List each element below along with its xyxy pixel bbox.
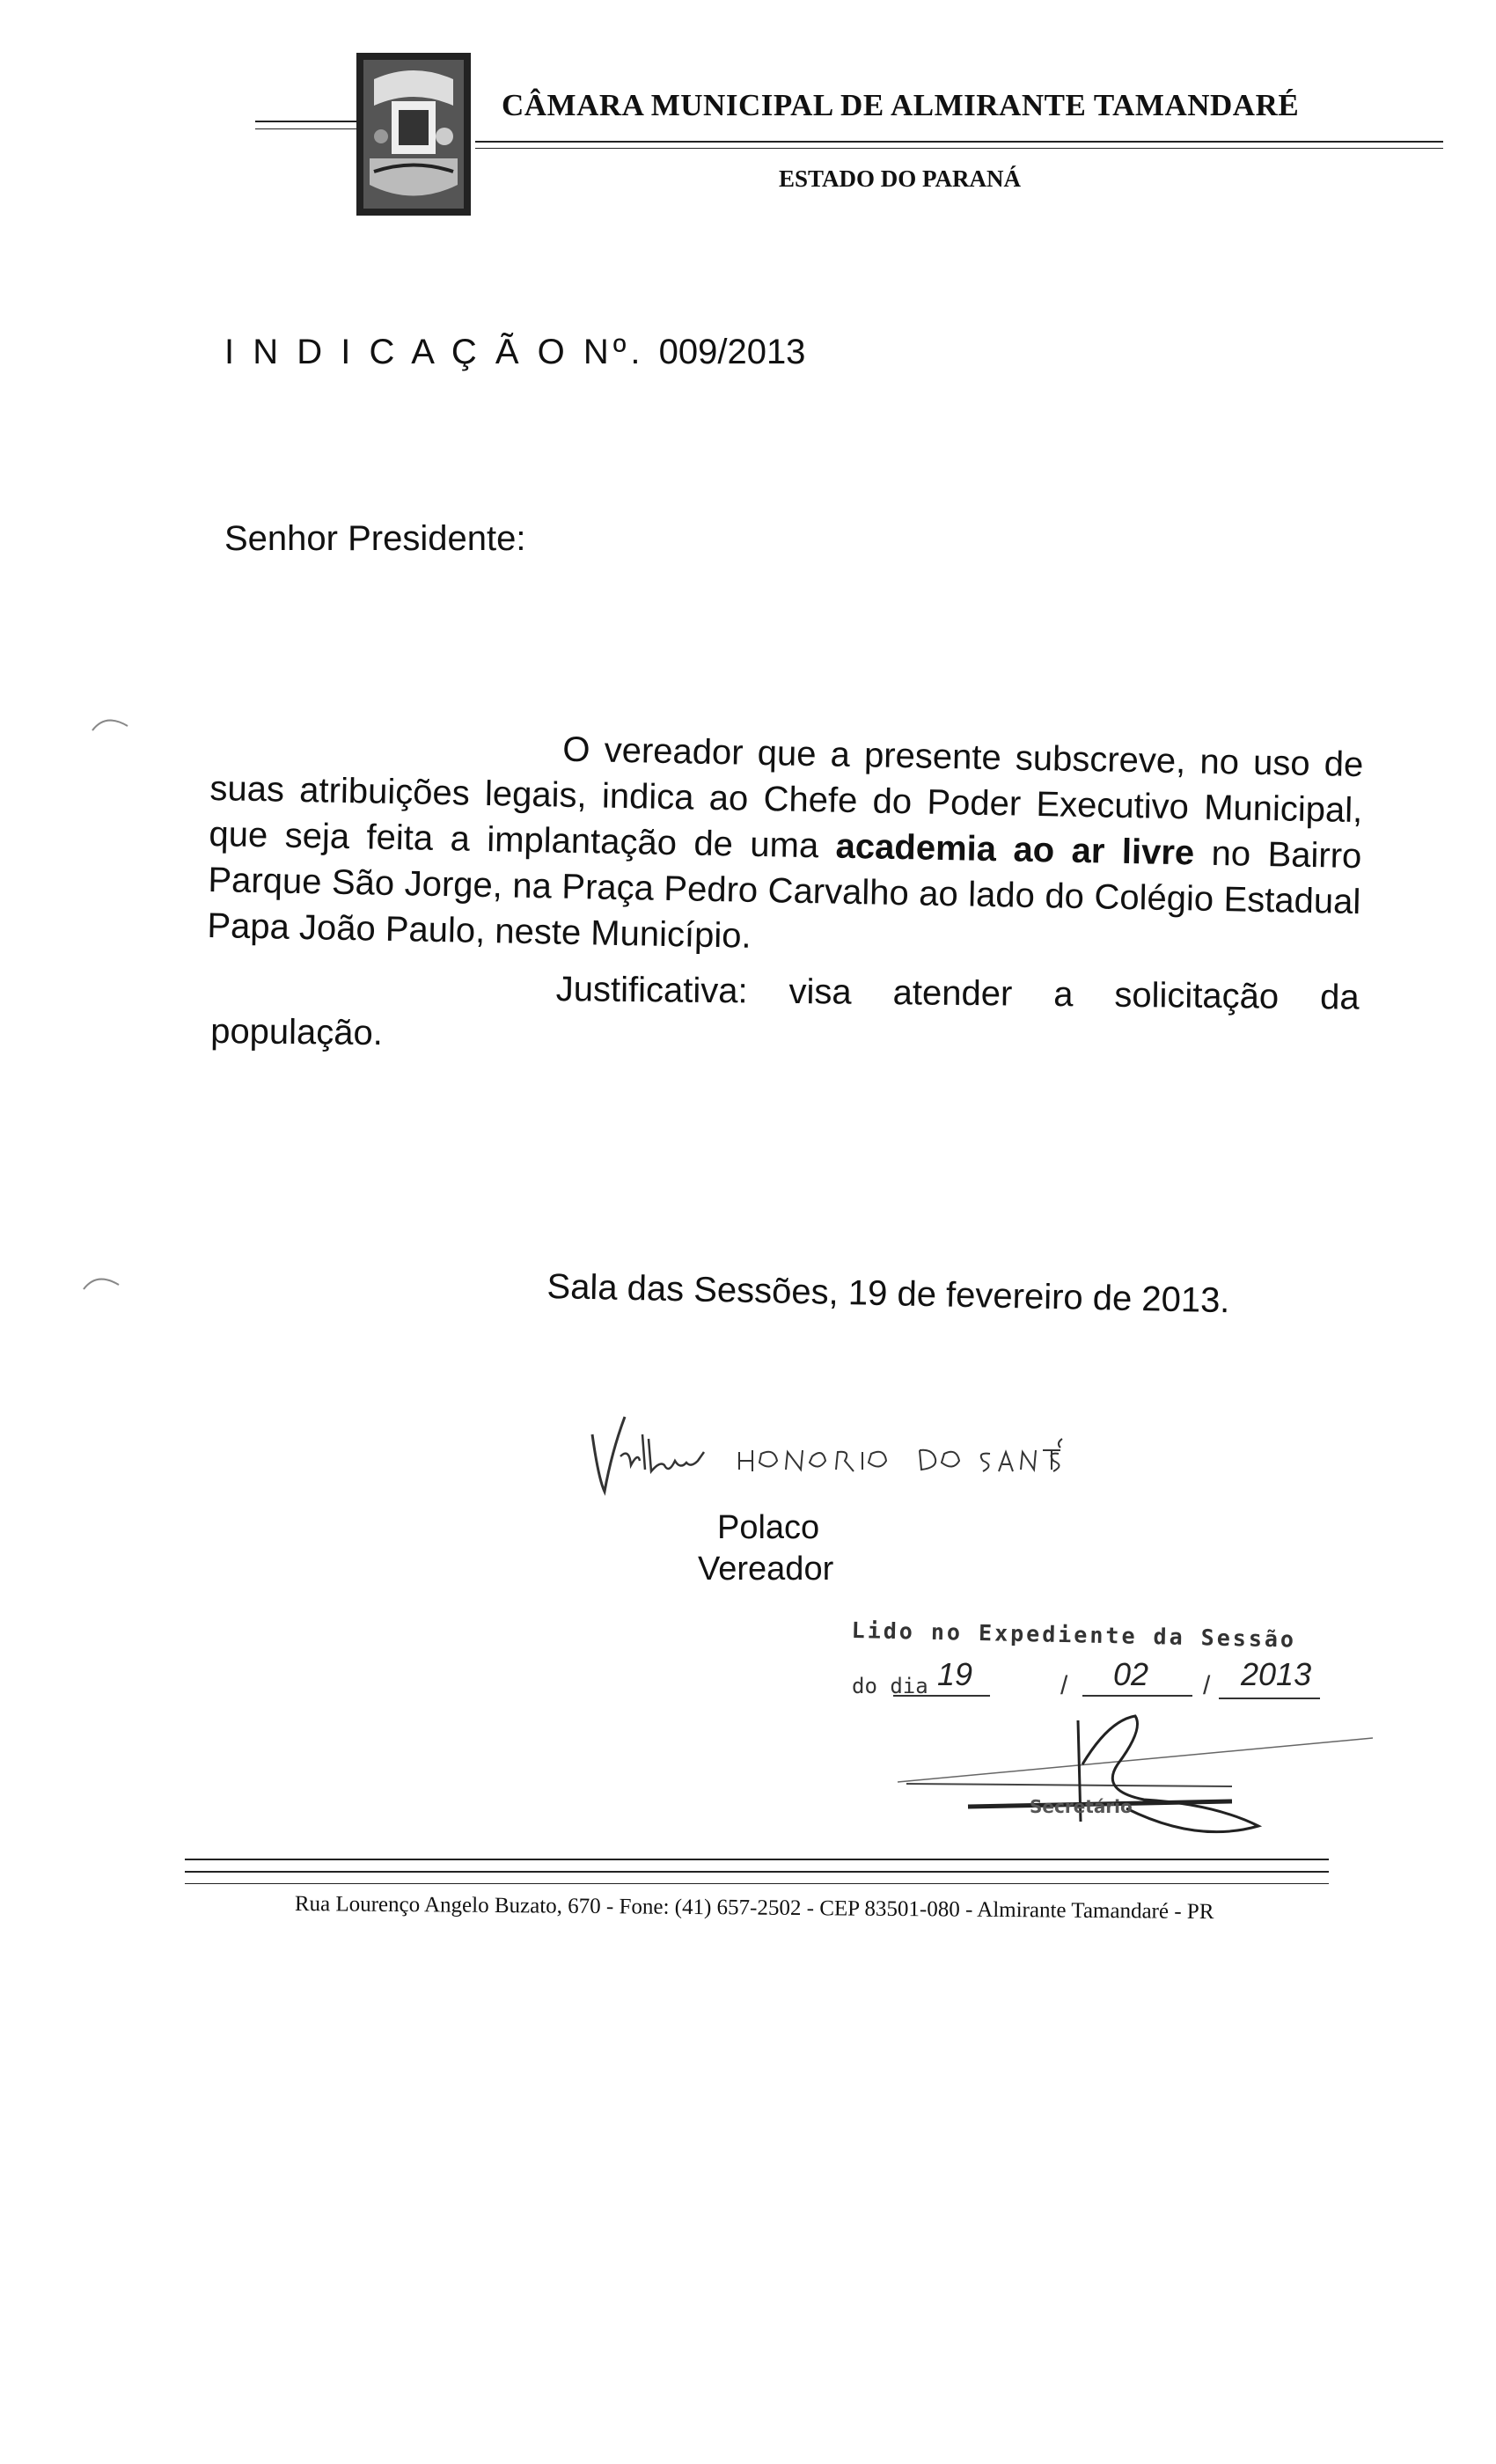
justification-word: atender xyxy=(892,973,1013,1014)
margin-mark-icon xyxy=(79,1267,123,1294)
justification-word: visa xyxy=(788,972,852,1012)
header-rule-right-thin xyxy=(475,148,1443,149)
body-text-part1: O vereador que a presente subscreve, no uso de suas atribuições legais, indica ao Chefe do Poder Executivo Municipal, que seja feita a implantação de uma xyxy=(209,730,1364,866)
stamp-signer-label: Secretário xyxy=(1030,1796,1133,1817)
footer-address: Rua Lourenço Angelo Buzato, 670 - Fone: (41) 657-2502 - CEP 83501-080 - Almirante Tamandaré - PR xyxy=(294,1892,1214,1925)
footer-rule-thin xyxy=(185,1883,1329,1884)
organization-name: CÂMARA MUNICIPAL DE ALMIRANTE TAMANDARÉ xyxy=(502,88,1300,122)
footer-rule xyxy=(185,1859,1329,1860)
svg-text:/: / xyxy=(1060,1671,1068,1700)
svg-text:/: / xyxy=(1203,1671,1211,1700)
blank-area xyxy=(0,2050,1496,2464)
document-title-prefix: I N D I C A Ç Ã O Nº. xyxy=(224,333,645,371)
document-number: 009/2013 xyxy=(658,333,806,371)
justification-word: a xyxy=(1052,975,1074,1015)
document-title xyxy=(224,333,805,372)
body-text-bold: academia ao ar livre xyxy=(835,826,1195,873)
justification-word: da xyxy=(1319,978,1360,1017)
header-rule-left xyxy=(255,121,356,122)
justification-line xyxy=(210,964,1359,1019)
stamp-signature xyxy=(880,1703,1408,1835)
header-rule-left-thin xyxy=(255,128,356,129)
session-place-date: Sala das Sessões, 19 de fevereiro de 2013. xyxy=(546,1267,1230,1321)
justification-word: Justificativa: xyxy=(555,970,748,1011)
justification-paragraph xyxy=(210,964,1360,1065)
salutation: Senhor Presidente: xyxy=(224,519,526,558)
stamp-line2-prefix: do dia xyxy=(852,1674,928,1698)
footer-rule xyxy=(185,1871,1329,1873)
body-paragraph xyxy=(207,720,1364,971)
margin-mark-icon xyxy=(88,708,132,735)
municipal-crest-icon xyxy=(356,53,471,216)
justification-continuation: população. xyxy=(209,1011,384,1053)
justification-word: solicitação xyxy=(1114,975,1280,1016)
stamp-line1: Lido no Expediente da Sessão xyxy=(851,1617,1297,1653)
body-text-part2: no Bairro Parque São Jorge, na Praça Pedro Carvalho ao lado do Colégio Estadual Papa João Paulo, neste Município. xyxy=(207,833,1362,956)
stamp-day: 19 xyxy=(937,1656,973,1692)
stamp-year: 2013 xyxy=(1241,1656,1312,1692)
signer-name: Polaco xyxy=(717,1509,820,1546)
stamp-month: 02 xyxy=(1113,1656,1149,1692)
header-rule-right xyxy=(475,141,1443,143)
handwritten-signature xyxy=(576,1399,1069,1500)
signer-role: Vereador xyxy=(698,1551,834,1588)
state-name: ESTADO DO PARANÁ xyxy=(779,165,1022,192)
